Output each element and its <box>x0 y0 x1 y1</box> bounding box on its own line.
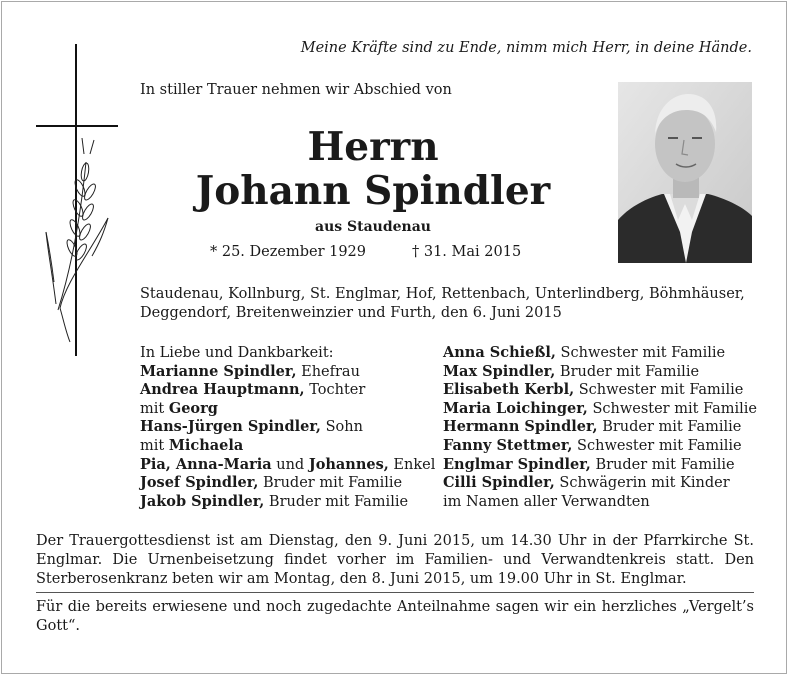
mourner-line: mit Georg <box>140 399 218 417</box>
mourner-line: Anna Schießl, Schwester mit Familie <box>443 344 726 361</box>
motto: Meine Kräfte sind zu Ende, nimm mich Herr, in deine Hände. <box>300 40 752 56</box>
birth-date: * 25. Dezember 1929 <box>210 244 367 260</box>
mourner-line: mit Michaela <box>140 436 244 454</box>
portrait-photo <box>618 82 752 263</box>
deceased-name: Johann Spindler <box>195 168 551 214</box>
mourner-line: Josef Spindler, Bruder mit Familie <box>140 474 403 492</box>
mourner-line: Elisabeth Kerbl, Schwester mit Familie <box>443 381 744 399</box>
mourner-line: Pia, Anna-Maria und Johannes, Enkel <box>140 455 436 473</box>
mourner-line: Cilli Spindler, Schwägerin mit Kinder <box>443 474 730 492</box>
thanks-paragraph: Für die bereits erwiesene und noch zugedachte Anteilnahme sagen wir ein herzliches „Vergelt’s Gott“. <box>36 599 754 634</box>
mourner-line: Marianne Spindler, Ehefrau <box>140 362 360 380</box>
mourner-line: Andrea Hauptmann, Tochter <box>140 381 366 399</box>
service-paragraph: Der Trauergottesdienst ist am Dienstag, den 9. Juni 2015, um 14.30 Uhr in der Pfarrkirche St. Englmar. Die Urnenbeisetzung findet vorher im Familien- und Verwandtenkreis statt. Den Sterberosenkranz beten wir am Montag, den 8. Juni 2015, um 19.00 Uhr in St. Englmar. <box>36 533 754 587</box>
divider <box>36 592 754 593</box>
origin: aus Staudenau <box>315 219 431 235</box>
salutation: Herrn <box>307 124 439 170</box>
mourner-line: In Liebe und Dankbarkeit: <box>140 345 334 361</box>
mourner-line: im Namen aller Verwandten <box>443 493 650 510</box>
mourner-line: Englmar Spindler, Bruder mit Familie <box>443 455 735 473</box>
mourner-line: Maria Loichinger, Schwester mit Familie <box>443 399 758 417</box>
mourners-right-column <box>443 344 757 511</box>
places-and-date: Staudenau, Kollnburg, St. Englmar, Hof, Rettenbach, Unterlindberg, Böhmhäuser, Deggendorf, Breitenweinzier und Furth, den 6. Juni 2015 <box>140 286 745 321</box>
intro-line: In stiller Trauer nehmen wir Abschied von <box>140 82 452 98</box>
mourner-line: Max Spindler, Bruder mit Familie <box>443 362 700 380</box>
mourner-line: Jakob Spindler, Bruder mit Familie <box>140 492 409 510</box>
mourner-line: Hans-Jürgen Spindler, Sohn <box>140 418 363 436</box>
cross-with-wheat-icon <box>30 42 120 362</box>
mourners-left-column <box>140 344 435 511</box>
mourner-line: Hermann Spindler, Bruder mit Familie <box>443 418 742 436</box>
mourner-line: Fanny Stettmer, Schwester mit Familie <box>443 436 742 454</box>
death-date: † 31. Mai 2015 <box>412 244 522 260</box>
